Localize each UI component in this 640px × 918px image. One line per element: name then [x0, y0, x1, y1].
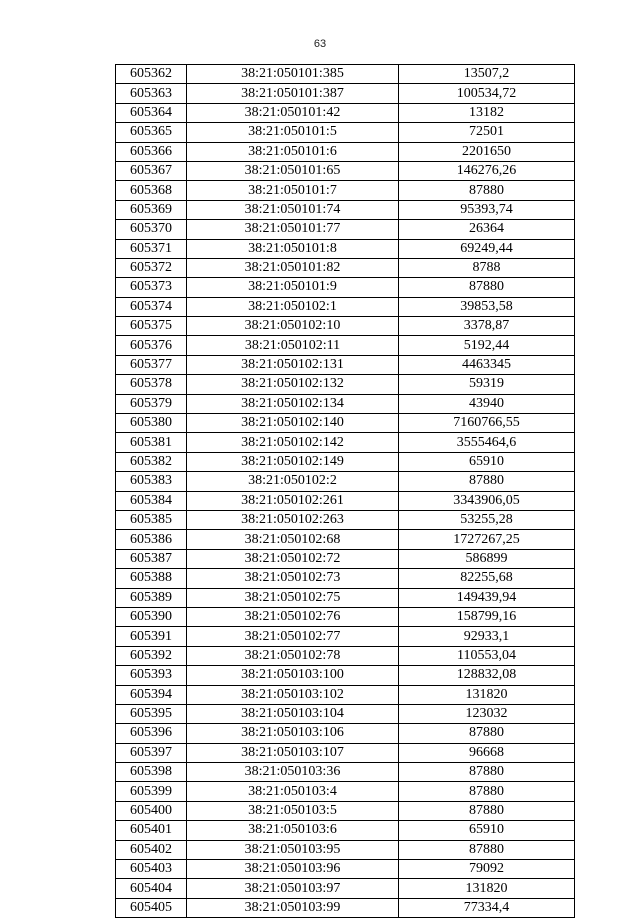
value-cell: 87880	[399, 763, 575, 782]
value-cell: 43940	[399, 394, 575, 413]
value-cell: 87880	[399, 278, 575, 297]
table-row	[116, 840, 575, 859]
row-number-cell: 605403	[116, 860, 187, 879]
value-cell: 87880	[399, 840, 575, 859]
cadastral-number-cell: 38:21:050102:140	[187, 414, 399, 433]
cadastral-number-cell: 38:21:050101:65	[187, 161, 399, 180]
table-row	[116, 510, 575, 529]
value-cell: 87880	[399, 181, 575, 200]
value-cell: 586899	[399, 549, 575, 568]
cadastral-number-cell: 38:21:050103:104	[187, 704, 399, 723]
cadastral-number-cell: 38:21:050102:149	[187, 452, 399, 471]
page-number: 63	[313, 38, 327, 50]
table-row	[116, 763, 575, 782]
row-number-cell: 605404	[116, 879, 187, 898]
table-row	[116, 123, 575, 142]
table-row	[116, 394, 575, 413]
cadastral-number-cell: 38:21:050103:95	[187, 840, 399, 859]
row-number-cell: 605376	[116, 336, 187, 355]
table-row	[116, 161, 575, 180]
row-number-cell: 605375	[116, 317, 187, 336]
cadastral-number-cell: 38:21:050101:74	[187, 200, 399, 219]
table-row	[116, 666, 575, 685]
value-cell: 2201650	[399, 142, 575, 161]
value-cell: 131820	[399, 879, 575, 898]
value-cell: 3343906,05	[399, 491, 575, 510]
value-cell: 72501	[399, 123, 575, 142]
row-number-cell: 605363	[116, 84, 187, 103]
cadastral-number-cell: 38:21:050102:142	[187, 433, 399, 452]
cadastral-number-cell: 38:21:050102:1	[187, 297, 399, 316]
value-cell: 158799,16	[399, 607, 575, 626]
table-row	[116, 549, 575, 568]
cadastral-number-cell: 38:21:050103:102	[187, 685, 399, 704]
row-number-cell: 605380	[116, 414, 187, 433]
row-number-cell: 605362	[116, 65, 187, 84]
row-number-cell: 605397	[116, 743, 187, 762]
table-row	[116, 84, 575, 103]
row-number-cell: 605372	[116, 258, 187, 277]
table-row	[116, 278, 575, 297]
value-cell: 69249,44	[399, 239, 575, 258]
value-cell: 87880	[399, 782, 575, 801]
cadastral-number-cell: 38:21:050103:96	[187, 860, 399, 879]
table-row	[116, 181, 575, 200]
cadastral-number-cell: 38:21:050103:99	[187, 898, 399, 917]
cadastral-number-cell: 38:21:050102:78	[187, 646, 399, 665]
value-cell: 13507,2	[399, 65, 575, 84]
cadastral-number-cell: 38:21:050101:8	[187, 239, 399, 258]
row-number-cell: 605364	[116, 103, 187, 122]
table-row	[116, 142, 575, 161]
table-row	[116, 724, 575, 743]
table-row	[116, 627, 575, 646]
table-row	[116, 685, 575, 704]
cadastral-number-cell: 38:21:050102:261	[187, 491, 399, 510]
value-cell: 7160766,55	[399, 414, 575, 433]
table-row	[116, 569, 575, 588]
row-number-cell: 605384	[116, 491, 187, 510]
value-cell: 131820	[399, 685, 575, 704]
table-row	[116, 879, 575, 898]
cadastral-number-cell: 38:21:050103:106	[187, 724, 399, 743]
cadastral-number-cell: 38:21:050101:5	[187, 123, 399, 142]
table-row	[116, 588, 575, 607]
cadastral-number-cell: 38:21:050102:68	[187, 530, 399, 549]
row-number-cell: 605389	[116, 588, 187, 607]
table-row	[116, 530, 575, 549]
table-row	[116, 782, 575, 801]
value-cell: 65910	[399, 821, 575, 840]
row-number-cell: 605393	[116, 666, 187, 685]
table-body	[116, 65, 575, 918]
row-number-cell: 605365	[116, 123, 187, 142]
cadastral-number-cell: 38:21:050102:76	[187, 607, 399, 626]
cadastral-number-cell: 38:21:050101:387	[187, 84, 399, 103]
cadastral-number-cell: 38:21:050102:134	[187, 394, 399, 413]
cadastral-number-cell: 38:21:050101:7	[187, 181, 399, 200]
row-number-cell: 605367	[116, 161, 187, 180]
cadastral-number-cell: 38:21:050102:73	[187, 569, 399, 588]
row-number-cell: 605392	[116, 646, 187, 665]
cadastral-number-cell: 38:21:050102:72	[187, 549, 399, 568]
cadastral-number-cell: 38:21:050103:6	[187, 821, 399, 840]
row-number-cell: 605369	[116, 200, 187, 219]
value-cell: 39853,58	[399, 297, 575, 316]
value-cell: 8788	[399, 258, 575, 277]
table-row	[116, 452, 575, 471]
row-number-cell: 605405	[116, 898, 187, 917]
cadastral-number-cell: 38:21:050102:2	[187, 472, 399, 491]
row-number-cell: 605370	[116, 220, 187, 239]
table-row	[116, 704, 575, 723]
value-cell: 59319	[399, 375, 575, 394]
value-cell: 77334,4	[399, 898, 575, 917]
value-cell: 146276,26	[399, 161, 575, 180]
value-cell: 87880	[399, 472, 575, 491]
value-cell: 4463345	[399, 355, 575, 374]
value-cell: 5192,44	[399, 336, 575, 355]
row-number-cell: 605396	[116, 724, 187, 743]
row-number-cell: 605390	[116, 607, 187, 626]
table-row	[116, 317, 575, 336]
value-cell: 95393,74	[399, 200, 575, 219]
value-cell: 87880	[399, 724, 575, 743]
row-number-cell: 605400	[116, 801, 187, 820]
cadastral-number-cell: 38:21:050103:97	[187, 879, 399, 898]
row-number-cell: 605387	[116, 549, 187, 568]
value-cell: 100534,72	[399, 84, 575, 103]
cadastral-number-cell: 38:21:050103:5	[187, 801, 399, 820]
table-row	[116, 898, 575, 917]
row-number-cell: 605395	[116, 704, 187, 723]
cadastral-number-cell: 38:21:050102:132	[187, 375, 399, 394]
cadastral-number-cell: 38:21:050101:42	[187, 103, 399, 122]
value-cell: 123032	[399, 704, 575, 723]
cadastral-number-cell: 38:21:050101:82	[187, 258, 399, 277]
row-number-cell: 605399	[116, 782, 187, 801]
cadastral-table	[115, 64, 575, 918]
cadastral-number-cell: 38:21:050102:75	[187, 588, 399, 607]
row-number-cell: 605382	[116, 452, 187, 471]
cadastral-number-cell: 38:21:050102:263	[187, 510, 399, 529]
value-cell: 87880	[399, 801, 575, 820]
value-cell: 149439,94	[399, 588, 575, 607]
cadastral-number-cell: 38:21:050103:107	[187, 743, 399, 762]
cadastral-number-cell: 38:21:050101:385	[187, 65, 399, 84]
row-number-cell: 605378	[116, 375, 187, 394]
value-cell: 53255,28	[399, 510, 575, 529]
table-row	[116, 646, 575, 665]
cadastral-number-cell: 38:21:050103:4	[187, 782, 399, 801]
row-number-cell: 605373	[116, 278, 187, 297]
table-row	[116, 239, 575, 258]
value-cell: 79092	[399, 860, 575, 879]
cadastral-number-cell: 38:21:050103:100	[187, 666, 399, 685]
row-number-cell: 605374	[116, 297, 187, 316]
table-row	[116, 743, 575, 762]
table-row	[116, 336, 575, 355]
cadastral-number-cell: 38:21:050101:77	[187, 220, 399, 239]
table-row	[116, 607, 575, 626]
row-number-cell: 605386	[116, 530, 187, 549]
table-row	[116, 860, 575, 879]
cadastral-number-cell: 38:21:050102:10	[187, 317, 399, 336]
value-cell: 65910	[399, 452, 575, 471]
value-cell: 13182	[399, 103, 575, 122]
value-cell: 110553,04	[399, 646, 575, 665]
row-number-cell: 605385	[116, 510, 187, 529]
row-number-cell: 605377	[116, 355, 187, 374]
table-row	[116, 491, 575, 510]
table-row	[116, 375, 575, 394]
value-cell: 26364	[399, 220, 575, 239]
cadastral-number-cell: 38:21:050101:6	[187, 142, 399, 161]
value-cell: 96668	[399, 743, 575, 762]
table-row	[116, 297, 575, 316]
row-number-cell: 605383	[116, 472, 187, 491]
table-row	[116, 801, 575, 820]
cadastral-number-cell: 38:21:050102:131	[187, 355, 399, 374]
cadastral-number-cell: 38:21:050102:11	[187, 336, 399, 355]
table-row	[116, 220, 575, 239]
table-row	[116, 355, 575, 374]
table-row	[116, 65, 575, 84]
table-row	[116, 200, 575, 219]
cadastral-number-cell: 38:21:050102:77	[187, 627, 399, 646]
value-cell: 3555464,6	[399, 433, 575, 452]
cadastral-number-cell: 38:21:050103:36	[187, 763, 399, 782]
value-cell: 92933,1	[399, 627, 575, 646]
row-number-cell: 605381	[116, 433, 187, 452]
value-cell: 128832,08	[399, 666, 575, 685]
row-number-cell: 605402	[116, 840, 187, 859]
row-number-cell: 605368	[116, 181, 187, 200]
table-row	[116, 472, 575, 491]
row-number-cell: 605388	[116, 569, 187, 588]
value-cell: 82255,68	[399, 569, 575, 588]
row-number-cell: 605366	[116, 142, 187, 161]
table-row	[116, 103, 575, 122]
row-number-cell: 605371	[116, 239, 187, 258]
value-cell: 3378,87	[399, 317, 575, 336]
cadastral-number-cell: 38:21:050101:9	[187, 278, 399, 297]
row-number-cell: 605398	[116, 763, 187, 782]
value-cell: 1727267,25	[399, 530, 575, 549]
row-number-cell: 605401	[116, 821, 187, 840]
table-row	[116, 258, 575, 277]
row-number-cell: 605379	[116, 394, 187, 413]
row-number-cell: 605391	[116, 627, 187, 646]
table-row	[116, 821, 575, 840]
row-number-cell: 605394	[116, 685, 187, 704]
table-row	[116, 433, 575, 452]
table-row	[116, 414, 575, 433]
